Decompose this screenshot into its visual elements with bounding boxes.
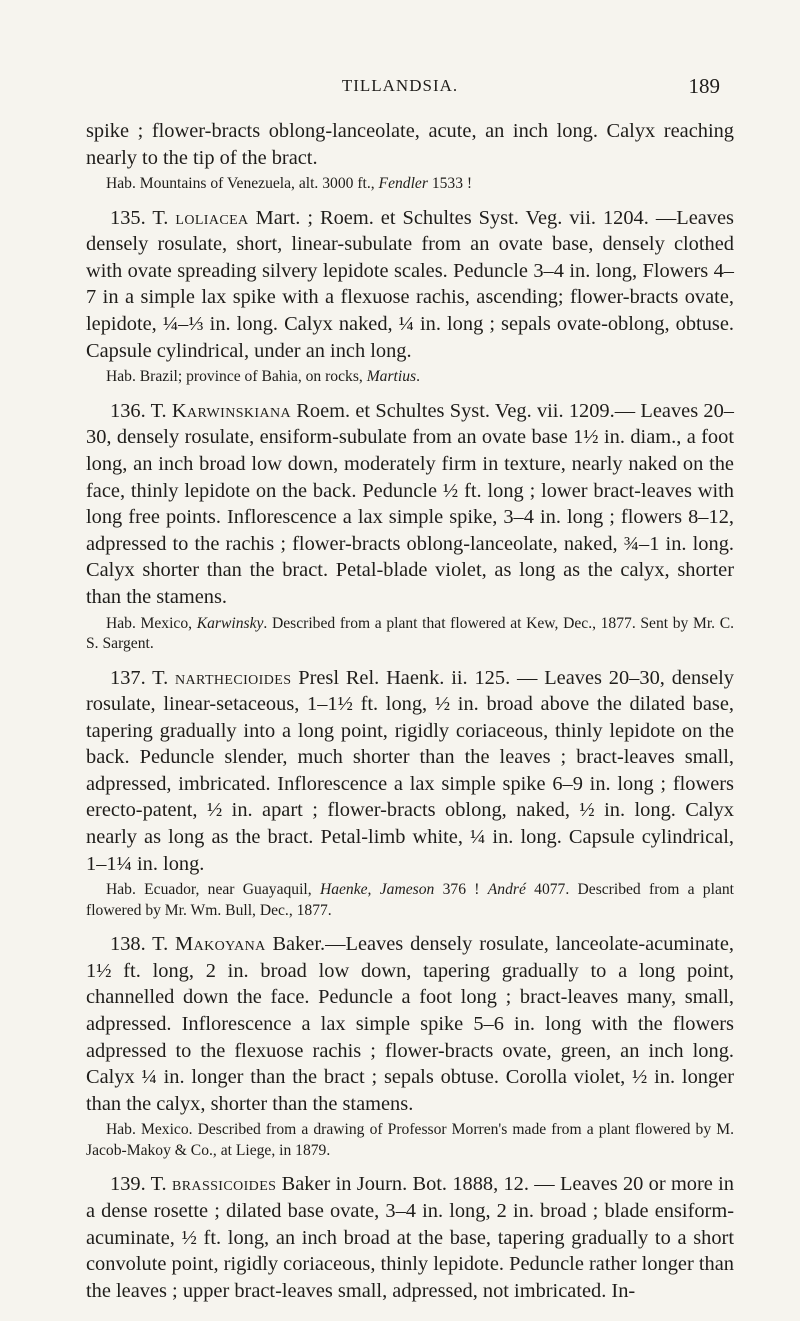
- species-text: Roem. et Schultes Syst. Veg. vii. 1209.— Leaves 20–30, densely rosulate, ensiform-subulate from an ovate base 1½ in. diam., a foot long, an inch broad low down, moderately firm in texture, nearly naked on the face, thinly lepidote on the back. Peduncle ½ ft. long ; lower bract-leaves with long free points. Inflorescence a lax simple spike, 3–4 in. long ; flowers 8–12, adpressed to the rachis ; flower-bracts oblong-lanceolate, naked, ¾–1 in. long. Calyx shorter than the bract. Petal-blade violet, as long as the calyx, shorter than the stamens.: [86, 399, 734, 608]
- habitat-note: [86, 174, 734, 195]
- species-entry-136: [86, 398, 734, 655]
- species-description: [86, 205, 734, 365]
- page-number: 189: [688, 74, 720, 98]
- species-entry-139: [86, 1171, 734, 1304]
- habitat-text: Hab. Mexico,: [106, 614, 197, 632]
- species-entry-135: [86, 205, 734, 388]
- habitat-text: . Described from a plant that flowered at Kew, Dec., 1877. Sent by Mr. C. S. Sargent.: [86, 614, 734, 652]
- collector-name: Haenke, Jameson: [319, 881, 435, 899]
- species-description: [86, 398, 734, 611]
- habitat-text: 4077. Described from a plant flowered by Mr. Wm. Bull, Dec., 1877.: [86, 881, 734, 919]
- species-text: Baker.—Leaves densely rosulate, lanceolate-acuminate, 1½ ft. long, 2 in. broad low down, tapering gradually to a long point, channelled down the face. Peduncle a foot long ; bract-leaves many, small, adpressed. Inflorescence a lax simple spike 5–6 in. long with the flowers adpressed to the flexuose rachis ; flower-bracts ovate, green, an inch long. Calyx ¼ in. longer than the bract ; sepals obtuse. Corolla violet, ½ in. longer than the calyx, shorter than the stamens.: [86, 933, 734, 1115]
- species-number: 135. T.: [110, 206, 176, 229]
- collector-name: Karwinsky: [196, 614, 264, 632]
- species-number: 139. T.: [110, 1173, 172, 1196]
- species-description: [86, 665, 734, 878]
- collector-name: André: [487, 881, 526, 899]
- habitat-text: Hab. Ecuador, near Guayaquil,: [106, 881, 320, 899]
- habitat-text: Hab. Mountains of Venezuela, alt. 3000 ft.,: [106, 175, 379, 193]
- species-name: brassicoides: [171, 1173, 277, 1196]
- species-text: Mart. ; Roem. et Schultes Syst. Veg. vii. 1204. —Leaves densely rosulate, short, linear-subulate from an ovate base, densely clothed with ovate spreading silvery lepidote scales. Peduncle 3–4 in. long, Flowers 4–7 in a simple lax spike with a flexuose rachis, ascending; flower-bracts ovate, lepidote, ¼–⅓ in. long. Calyx naked, ¼ in. long ; sepals ovate-oblong, obtuse. Capsule cylindrical, under an inch long.: [86, 206, 734, 362]
- habitat-text: 1533 !: [427, 175, 473, 193]
- species-name: Makoyana: [175, 933, 266, 956]
- habitat-note: [86, 367, 734, 388]
- intro-text: spike ; flower-bracts oblong-lanceolate, acute, an inch long. Calyx reaching nearly to the tip of the bract.: [86, 120, 734, 169]
- species-entry-138: [86, 931, 734, 1161]
- habitat-note: [86, 880, 734, 921]
- collector-name: Fendler: [378, 175, 428, 193]
- collector-name: Martius: [366, 368, 417, 386]
- species-entry-137: [86, 665, 734, 922]
- body-text: [86, 118, 734, 1314]
- species-description: [86, 1171, 734, 1304]
- habitat-text: .: [416, 368, 420, 386]
- species-name: narthecioides: [175, 666, 292, 689]
- species-number: 138. T.: [110, 933, 176, 956]
- intro-paragraph: [86, 118, 734, 195]
- species-name: Karwinskiana: [171, 399, 291, 422]
- habitat-text: Hab. Mexico. Described from a drawing of Professor Morren's made from a plant flowered by M. Jacob-Makoy & Co., at Liege, in 1879.: [86, 1121, 734, 1159]
- habitat-note: [86, 1120, 734, 1161]
- habitat-note: [86, 614, 734, 655]
- species-description: [86, 931, 734, 1117]
- running-head: TILLANDSIA.: [341, 76, 459, 95]
- habitat-text: Hab. Brazil; province of Bahia, on rocks,: [106, 368, 367, 386]
- species-number: 136. T.: [110, 399, 172, 422]
- species-text: Presl Rel. Haenk. ii. 125. — Leaves 20–30, densely rosulate, linear-setaceous, 1–1½ ft. long, ½ in. broad above the dilated base, tapering gradually into a long point, rigidly coriaceous, thinly lepidote on the back. Peduncle slender, much shorter than the leaves ; bract-leaves small, adpressed, imbricated. Inflorescence a lax simple spike 6–9 in. long ; flowers erecto-patent, ½ in. apart ; flower-bracts oblong, naked, ½ in. long. Calyx nearly as long as the bract. Petal-limb white, ¼ in. long. Capsule cylindrical, 1–1¼ in. long.: [86, 666, 734, 875]
- species-number: 137. T.: [110, 666, 176, 689]
- species-name: loliacea: [175, 206, 249, 229]
- habitat-text: 376 !: [434, 881, 488, 899]
- species-text: Baker in Journ. Bot. 1888, 12. — Leaves 20 or more in a dense rosette ; dilated base ovate, 3–4 in. long, 2 in. broad ; blade ensiform-acuminate, ½ ft. long, an inch broad at the base, tapering gradually to a short convolute point, rigidly coriaceous, thinly lepidote. Peduncle rather longer than the leaves ; upper bract-leaves small, adpressed, not imbricated. In-: [86, 1173, 734, 1302]
